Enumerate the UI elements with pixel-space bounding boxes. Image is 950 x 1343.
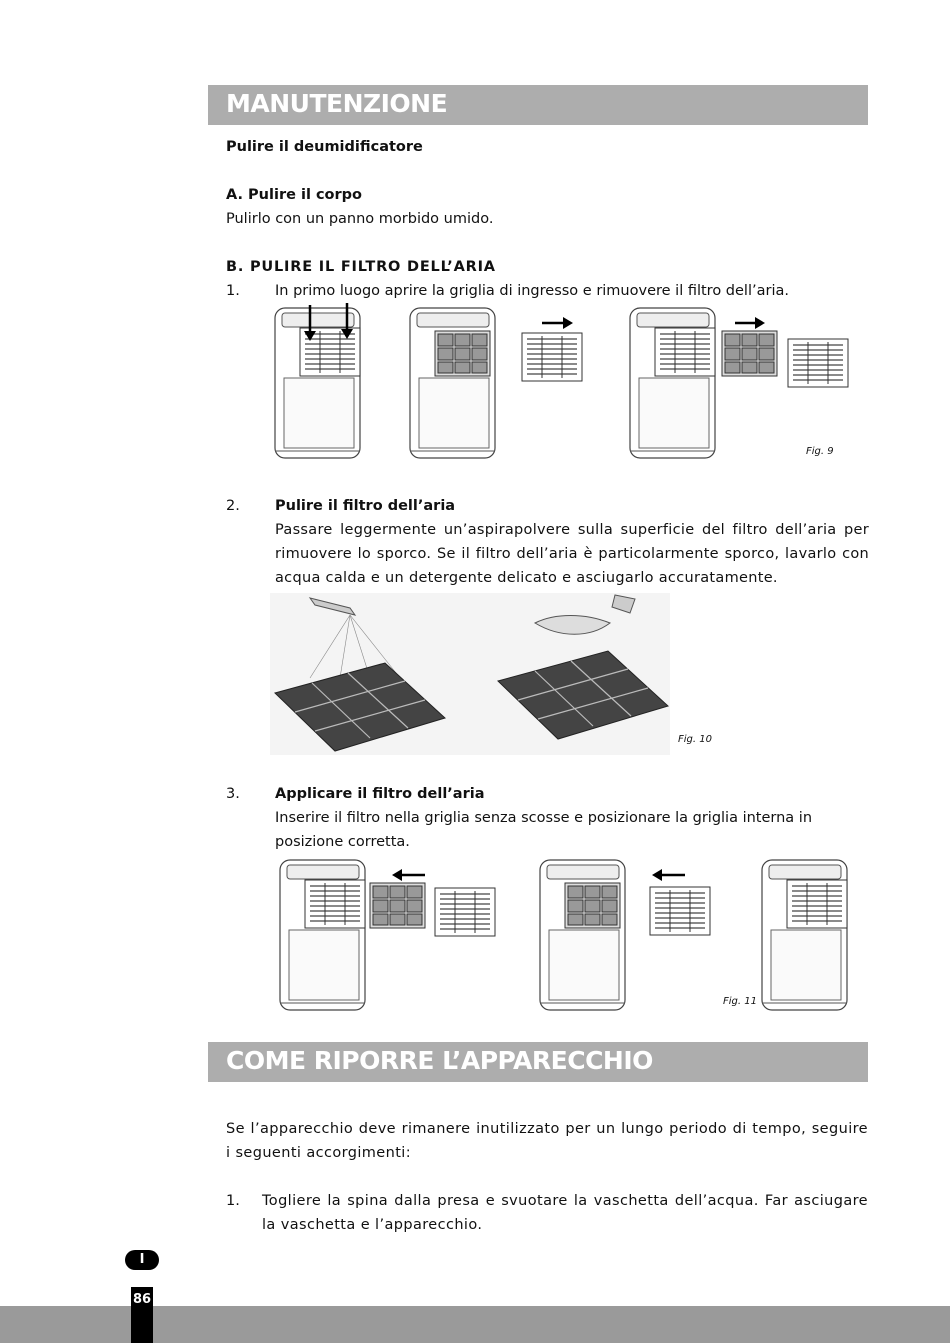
step1-text: In primo luogo aprire la griglia di ingresso e rimuovere il filtro dell’aria. xyxy=(275,283,789,299)
step2-text: Passare leggermente un’aspirapolvere sulla superficie del filtro dell’aria per rimuovere lo sporco. Se il filtro dell’aria è particolarmente sporco, lavarlo con acqua calda e un detergente delicato e asciugarlo accuratamente. xyxy=(275,522,869,586)
section-title: COME RIPORRE L’APPARECCHIO xyxy=(226,1046,653,1075)
storage-item1-text: Togliere la spina dalla presa e svuotare la vaschetta dell’acqua. Far asciugare la vaschetta e l’apparecchio. xyxy=(262,1193,868,1233)
section-title: MANUTENZIONE xyxy=(226,89,448,118)
step2-number: 2. xyxy=(226,498,240,514)
figure-10-caption: Fig. 10 xyxy=(678,734,712,745)
figure-10-clean-filter xyxy=(270,593,670,755)
page-number: 86 xyxy=(131,1287,153,1343)
step3-number: 3. xyxy=(226,786,240,802)
a-heading: A. Pulire il corpo xyxy=(226,187,363,203)
step3-text: Inserire il filtro nella griglia senza scosse e posizionare la griglia interna in posizione corretta. xyxy=(275,810,813,850)
section-banner-storage xyxy=(208,1042,868,1082)
step3-title: Applicare il filtro dell’aria xyxy=(275,786,485,802)
step1-number: 1. xyxy=(226,283,240,299)
figure-9-caption: Fig. 9 xyxy=(806,446,834,457)
language-badge: I xyxy=(125,1250,159,1270)
figure-11-caption: Fig. 11 xyxy=(723,996,757,1007)
a-text: Pulirlo con un panno morbido umido. xyxy=(226,211,494,227)
b-heading: B. PULIRE IL FILTRO DELL’ARIA xyxy=(226,259,496,275)
section-banner-maintenance xyxy=(208,85,868,125)
storage-intro: Se l’apparecchio deve rimanere inutilizzato per un lungo periodo di tempo, seguire i seguenti accorgimenti: xyxy=(226,1121,868,1161)
figure-9-remove-filter xyxy=(270,303,860,468)
storage-item1-number: 1. xyxy=(226,1193,240,1209)
figure-11-apply-filter xyxy=(275,855,855,1015)
step2-title: Pulire il filtro dell’aria xyxy=(275,498,456,514)
subtitle: Pulire il deumidificatore xyxy=(226,139,423,155)
